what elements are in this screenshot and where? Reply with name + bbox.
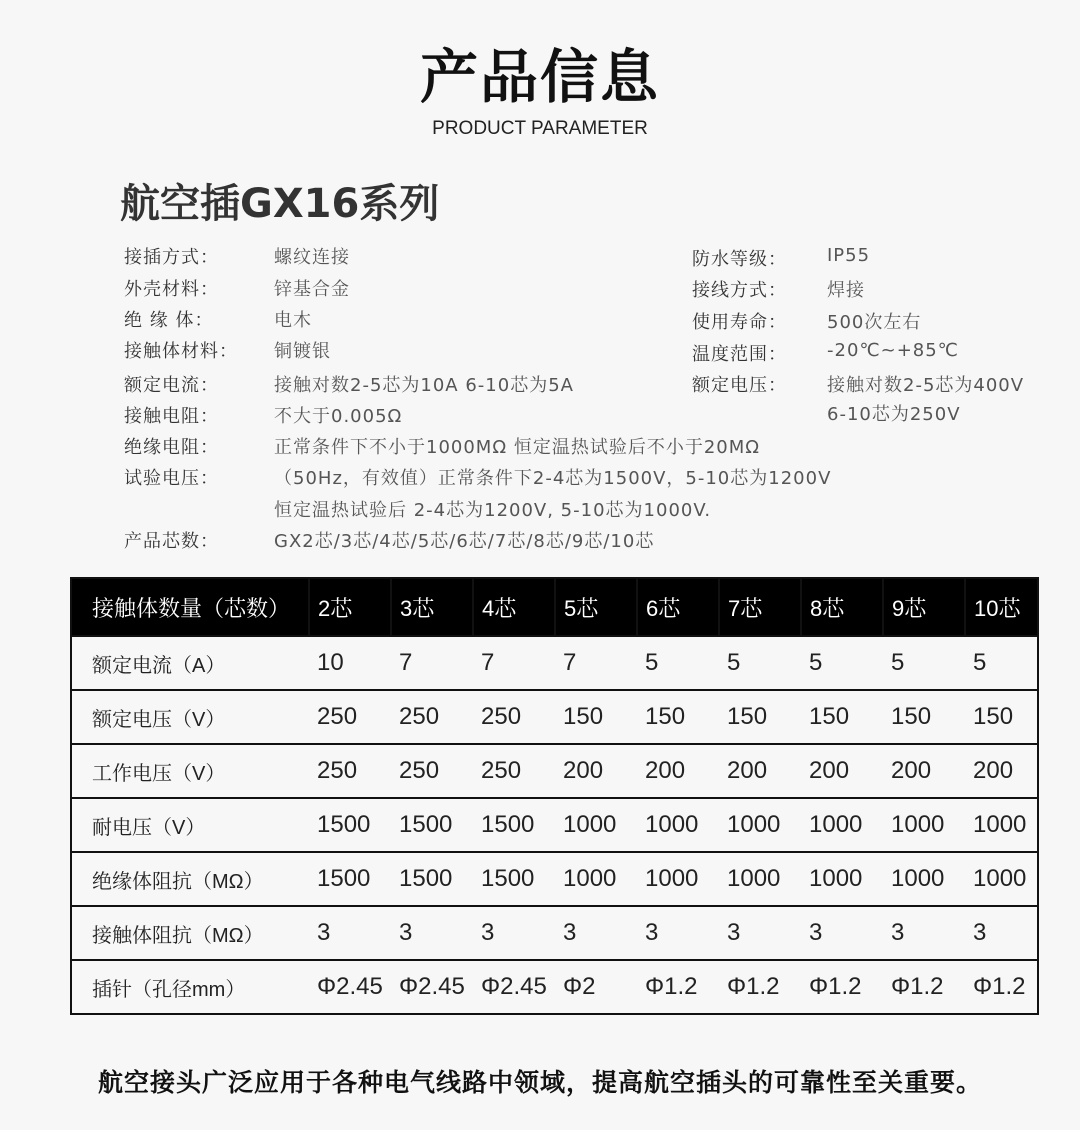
table-cell: Φ2.45 <box>391 960 473 1014</box>
table-cell: 3 <box>965 906 1038 960</box>
spec-value: 电木 <box>274 310 312 331</box>
page-title: 产品信息 <box>419 43 660 111</box>
table-cell: 1000 <box>555 852 637 906</box>
table-cell: 150 <box>719 690 801 744</box>
table-cell: Φ1.2 <box>883 960 965 1014</box>
spec-label: 外壳材料： <box>124 279 219 300</box>
table-row <box>71 636 1038 690</box>
table-header-cell: 4芯 <box>473 578 555 636</box>
spec-label: 接插方式： <box>124 247 219 268</box>
spec-label: 绝 缘 体： <box>124 310 214 331</box>
table-cell: 250 <box>473 690 555 744</box>
spec-label: 防水等级： <box>692 249 787 270</box>
footer-note: 航空接头广泛应用于各种电气线路中领域，提高航空插头的可靠性至关重要。 <box>97 1068 982 1097</box>
spec-value: 500次左右 <box>827 312 922 333</box>
table-cell: 200 <box>719 744 801 798</box>
table-cell: 1000 <box>965 798 1038 852</box>
table-header-cell: 接触体数量（芯数） <box>71 578 309 636</box>
table-cell: 250 <box>391 744 473 798</box>
spec-label: 温度范围： <box>692 344 787 365</box>
table-cell: 1000 <box>801 852 883 906</box>
table-cell: Φ1.2 <box>801 960 883 1014</box>
spec-label: 绝缘电阻： <box>124 437 219 458</box>
table-cell: 1000 <box>719 852 801 906</box>
table-cell: 250 <box>309 690 391 744</box>
spec-label: 产品芯数： <box>124 531 219 552</box>
spec-value: 接触对数2-5芯为400V <box>827 375 1025 396</box>
table-cell: 10 <box>309 636 391 690</box>
table-cell: Φ2.45 <box>473 960 555 1014</box>
table-cell: 150 <box>801 690 883 744</box>
table-cell: 150 <box>965 690 1038 744</box>
table-header-row <box>71 578 1038 636</box>
table-cell: Φ1.2 <box>637 960 719 1014</box>
table-cell: 1500 <box>391 798 473 852</box>
table-cell: 1500 <box>473 798 555 852</box>
spec-value: GX2芯/3芯/4芯/5芯/6芯/7芯/8芯/9芯/10芯 <box>274 531 655 552</box>
table-cell: 7 <box>555 636 637 690</box>
table-cell: 5 <box>883 636 965 690</box>
table-cell: 250 <box>473 744 555 798</box>
table-cell: 3 <box>637 906 719 960</box>
table-row-label: 插针（孔径mm） <box>71 960 309 1014</box>
spec-label: 额定电流： <box>124 375 219 396</box>
table-cell: 1000 <box>555 798 637 852</box>
spec-value-continuation: 恒定温热试验后 2-4芯为1200V, 5-10芯为1000V. <box>274 500 712 521</box>
table-cell: 3 <box>719 906 801 960</box>
table-cell: Φ1.2 <box>965 960 1038 1014</box>
parameter-table <box>70 577 1039 1015</box>
table-header-cell: 5芯 <box>555 578 637 636</box>
table-row-label: 耐电压（V） <box>71 798 309 852</box>
spec-value: 接触对数2-5芯为10A 6-10芯为5A <box>274 375 574 396</box>
spec-value: IP55 <box>827 245 871 266</box>
table-cell: 1000 <box>801 798 883 852</box>
table-row-label: 额定电流（A） <box>71 636 309 690</box>
table-cell: 1500 <box>309 852 391 906</box>
table-header-cell: 2芯 <box>309 578 391 636</box>
table-cell: 3 <box>391 906 473 960</box>
table-row <box>71 798 1038 852</box>
spec-value: 正常条件下不小于1000MΩ 恒定温热试验后不小于20MΩ <box>274 437 761 458</box>
table-cell: 7 <box>391 636 473 690</box>
table-cell: Φ2.45 <box>309 960 391 1014</box>
table-row <box>71 690 1038 744</box>
spec-value: （50Hz，有效值）正常条件下2-4芯为1500V，5-10芯为1200V <box>274 468 832 489</box>
series-title: 航空插GX16系列 <box>120 181 440 227</box>
table-row-label: 接触体阻抗（MΩ） <box>71 906 309 960</box>
table-cell: 200 <box>883 744 965 798</box>
table-cell: 3 <box>555 906 637 960</box>
spec-label: 接线方式： <box>692 280 787 301</box>
spec-value: 铜镀银 <box>274 341 331 362</box>
table-row <box>71 906 1038 960</box>
table-cell: 250 <box>391 690 473 744</box>
table-cell: 200 <box>637 744 719 798</box>
table-row-label: 额定电压（V） <box>71 690 309 744</box>
table-cell: 200 <box>801 744 883 798</box>
spec-label: 试验电压： <box>124 468 219 489</box>
table-cell: 1000 <box>965 852 1038 906</box>
table-header-cell: 7芯 <box>719 578 801 636</box>
table-cell: Φ1.2 <box>719 960 801 1014</box>
table-cell: 1500 <box>309 798 391 852</box>
spec-value: 焊接 <box>827 280 865 301</box>
table-cell: 3 <box>801 906 883 960</box>
spec-label: 接触体材料： <box>124 341 238 362</box>
table-cell: 3 <box>883 906 965 960</box>
table-row-label: 工作电压（V） <box>71 744 309 798</box>
table-cell: 1000 <box>883 798 965 852</box>
table-cell: 200 <box>555 744 637 798</box>
table-row <box>71 852 1038 906</box>
table-cell: 250 <box>309 744 391 798</box>
spec-value: 不大于0.005Ω <box>274 406 403 427</box>
spec-value: 锌基合金 <box>274 279 350 300</box>
spec-label: 额定电压： <box>692 375 787 396</box>
table-header-cell: 9芯 <box>883 578 965 636</box>
table-row <box>71 744 1038 798</box>
table-cell: 3 <box>309 906 391 960</box>
spec-value-continuation: 6-10芯为250V <box>827 404 961 425</box>
table-cell: 5 <box>637 636 719 690</box>
table-cell: 150 <box>883 690 965 744</box>
table-row-label: 绝缘体阻抗（MΩ） <box>71 852 309 906</box>
table-header-cell: 8芯 <box>801 578 883 636</box>
table-cell: 1000 <box>637 852 719 906</box>
table-header-cell: 10芯 <box>965 578 1038 636</box>
spec-value: -20℃~+85℃ <box>827 340 959 361</box>
table-cell: 7 <box>473 636 555 690</box>
table-cell: 1000 <box>883 852 965 906</box>
table-header-cell: 6芯 <box>637 578 719 636</box>
spec-value: 螺纹连接 <box>274 247 350 268</box>
table-cell: 150 <box>555 690 637 744</box>
table-cell: 200 <box>965 744 1038 798</box>
spec-label: 使用寿命： <box>692 312 787 333</box>
table-cell: 1000 <box>719 798 801 852</box>
table-cell: 1500 <box>473 852 555 906</box>
spec-label: 接触电阻： <box>124 406 219 427</box>
table-row <box>71 960 1038 1014</box>
page-subtitle: PRODUCT PARAMETER <box>432 118 648 139</box>
table-cell: 3 <box>473 906 555 960</box>
table-cell: 1500 <box>391 852 473 906</box>
table-cell: 5 <box>719 636 801 690</box>
table-cell: 5 <box>801 636 883 690</box>
table-cell: Φ2 <box>555 960 637 1014</box>
table-cell: 150 <box>637 690 719 744</box>
table-header-cell: 3芯 <box>391 578 473 636</box>
table-cell: 5 <box>965 636 1038 690</box>
table-cell: 1000 <box>637 798 719 852</box>
